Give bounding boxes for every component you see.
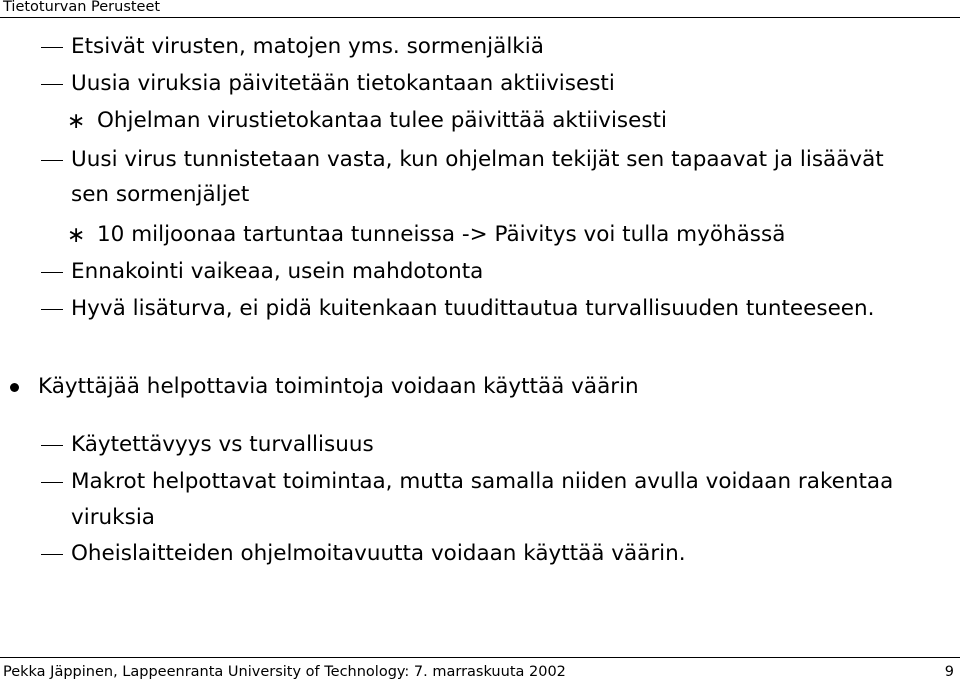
list-item: Oheislaitteiden ohjelmoitavuutta voidaan käyttää väärin.	[71, 541, 686, 566]
list-item: Hyvä lisäturva, ei pidä kuitenkaan tuudittautua turvallisuuden tunteeseen.	[71, 296, 875, 321]
list-item: Makrot helpottavat toimintaa, mutta samalla niiden avulla voidaan rakentaa	[71, 469, 894, 494]
list-item: Ohjelman virustietokantaa tulee päivittää aktiivisesti	[97, 108, 667, 133]
round-bullet	[10, 383, 19, 392]
dash-bullet	[41, 47, 63, 48]
list-item: Käytettävyys vs turvallisuus	[71, 432, 374, 457]
dash-bullet	[41, 482, 63, 483]
list-item-continuation: viruksia	[71, 505, 155, 530]
list-item-continuation: sen sormenjäljet	[71, 182, 250, 207]
dash-bullet	[41, 160, 63, 161]
list-item: Etsivät virusten, matojen yms. sormenjälkiä	[71, 34, 544, 59]
list-item: 10 miljoonaa tartuntaa tunneissa -> Päivitys voi tulla myöhässä	[97, 222, 786, 247]
slide-footer	[0, 657, 960, 686]
list-item: Ennakointi vaikeaa, usein mahdotonta	[71, 259, 484, 284]
header-title: Tietoturvan Perusteet	[3, 0, 161, 15]
slide-header	[0, 0, 960, 18]
footer-credit: Pekka Jäppinen, Lappeenranta University of Technology: 7. marraskuuta 2002	[3, 664, 566, 680]
list-item: Uusi virus tunnistetaan vasta, kun ohjelman tekijät sen tapaavat ja lisäävät	[71, 147, 884, 172]
asterisk-bullet: ∗	[67, 109, 86, 134]
list-item: Uusia viruksia päivitetään tietokantaan aktiivisesti	[71, 71, 615, 96]
dash-bullet	[41, 554, 63, 555]
dash-bullet	[41, 84, 63, 85]
dash-bullet	[41, 445, 63, 446]
dash-bullet	[41, 272, 63, 273]
page-number: 9	[944, 664, 954, 680]
dash-bullet	[41, 309, 63, 310]
list-item: Käyttäjää helpottavia toimintoja voidaan käyttää väärin	[38, 374, 639, 399]
asterisk-bullet: ∗	[67, 223, 86, 248]
